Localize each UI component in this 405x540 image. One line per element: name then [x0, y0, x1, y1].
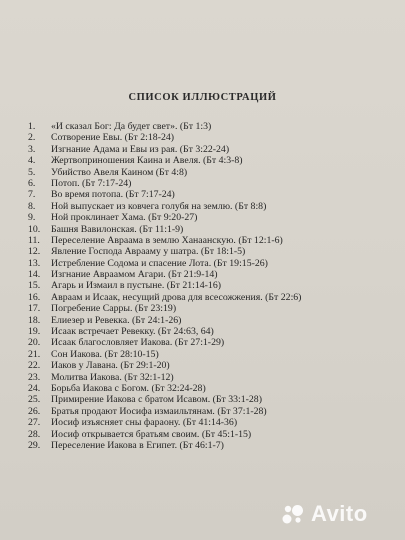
list-item	[28, 269, 388, 280]
watermark-text: Avito	[311, 501, 368, 526]
item-text: Молитва Иакова. (Бт 32:1-12)	[51, 371, 174, 383]
item-text: Примирение Иакова с братом Исавом. (Бт 33:1-28)	[51, 394, 262, 406]
list-item	[28, 326, 388, 337]
item-text: Сотворение Евы. (Бт 2:18-24)	[51, 132, 175, 144]
list-item	[28, 235, 388, 246]
item-text: Истребление Содома и спасение Лота. (Бт 19:15-26)	[51, 257, 268, 269]
list-item	[28, 337, 388, 348]
list-item	[28, 349, 388, 360]
item-text: Братья продают Иосифа измаильтянам. (Бт 37:1-28)	[51, 405, 267, 417]
item-text: Агарь и Измаил в пустыне. (Бт 21:14-16)	[51, 280, 221, 292]
list-item	[28, 224, 388, 235]
item-number: 22.	[28, 360, 41, 372]
item-number: 29.	[28, 439, 41, 451]
item-number: 8.	[28, 200, 36, 212]
list-item	[28, 178, 388, 189]
item-number: 20.	[28, 337, 41, 349]
list-item	[28, 315, 388, 326]
list-item	[28, 258, 388, 269]
item-text: Сон Иакова. (Бт 28:10-15)	[51, 348, 159, 360]
list-item	[28, 406, 388, 417]
item-text: Во время потопа. (Бт 7:17-24)	[51, 189, 175, 201]
list-item	[28, 189, 388, 200]
item-number: 3.	[28, 143, 36, 155]
list-item	[28, 201, 388, 212]
list-item	[28, 212, 388, 223]
item-text: Изгнание Авраамом Агари. (Бт 21:9-14)	[51, 269, 218, 281]
item-number: 14.	[28, 269, 41, 281]
list-item	[28, 417, 388, 428]
item-number: 23.	[28, 371, 41, 383]
list-item	[28, 303, 388, 314]
list-item	[28, 360, 388, 371]
item-text: Иосиф открывается братьям своим. (Бт 45:1-15)	[51, 428, 252, 440]
list-item	[28, 132, 388, 143]
item-text: Изгнание Адама и Евы из рая. (Бт 3:22-24)	[51, 143, 230, 155]
list-item	[28, 246, 388, 257]
item-text: Ной выпускает из ковчега голубя на землю. (Бт 8:8)	[51, 200, 267, 212]
item-number: 11.	[28, 234, 40, 246]
item-text: Елиезер и Ревекка. (Бт 24:1-26)	[51, 314, 182, 326]
item-text: Потоп. (Бт 7:17-24)	[51, 177, 132, 189]
list-item	[28, 144, 388, 155]
item-number: 6.	[28, 177, 36, 189]
item-number: 19.	[28, 326, 41, 338]
item-text: Башня Вавилонская. (Бт 11:1-9)	[51, 223, 184, 235]
page-title: СПИСОК ИЛЛЮСТРАЦИЙ	[128, 92, 277, 103]
item-text: Убийство Авеля Каином (Бт 4:8)	[51, 166, 188, 178]
item-number: 12.	[28, 246, 41, 258]
list-item	[28, 280, 388, 291]
item-text: «И сказал Бог: Да будет свет». (Бт 1:3)	[51, 121, 212, 132]
item-text: Иосиф изъясняет сны фараону. (Бт 41:14-36)	[51, 417, 238, 429]
item-text: Переселение Авраама в землю Ханаанскую. (Бт 12:1-6)	[51, 234, 283, 246]
item-text: Ной проклинает Хама. (Бт 9:20-27)	[51, 212, 198, 224]
list-item	[28, 167, 388, 178]
item-number: 10.	[28, 223, 41, 235]
list-item	[28, 155, 388, 166]
list-item	[28, 292, 388, 303]
list-item	[28, 394, 388, 405]
item-number: 7.	[28, 189, 36, 201]
avito-logo-icon	[281, 502, 305, 526]
item-text: Исаак благословляет Иакова. (Бт 27:1-29)	[51, 337, 225, 349]
item-number: 5.	[28, 166, 36, 178]
list-item	[28, 429, 388, 440]
item-text: Авраам и Исаак, несущий дрова для всесожжения. (Бт 22:6)	[51, 291, 302, 303]
item-number: 25.	[28, 394, 41, 406]
item-number: 27.	[28, 417, 41, 429]
item-number: 17.	[28, 303, 41, 315]
list-item	[28, 372, 388, 383]
item-number: 15.	[28, 280, 41, 292]
item-number: 21.	[28, 348, 41, 360]
item-text: Жертвоприношения Каина и Авеля. (Бт 4:3-8)	[51, 155, 243, 167]
item-text: Явление Господа Аврааму у шатра. (Бт 18:1-5)	[51, 246, 246, 258]
avito-watermark	[281, 500, 391, 528]
item-text: Иаков у Лавана. (Бт 29:1-20)	[51, 360, 170, 372]
item-number: 18.	[28, 314, 41, 326]
item-number: 24.	[28, 382, 41, 394]
list-item	[28, 440, 388, 451]
illustration-list	[28, 121, 388, 451]
item-number: 9.	[28, 212, 36, 224]
item-text: Переселение Иакова в Египет. (Бт 46:1-7)	[51, 439, 224, 451]
item-text: Погребение Сарры. (Бт 23:19)	[51, 303, 177, 315]
item-text: Борьба Иакова с Богом. (Бт 32:24-28)	[51, 382, 206, 394]
item-number: 13.	[28, 257, 41, 269]
list-item	[28, 121, 388, 132]
item-number: 28.	[28, 428, 41, 440]
item-number: 16.	[28, 291, 41, 303]
item-number: 2.	[28, 132, 36, 144]
item-text: Исаак встречает Ревекку. (Бт 24:63, 64)	[51, 326, 214, 338]
list-item	[28, 383, 388, 394]
item-number: 4.	[28, 155, 36, 167]
item-number: 1.	[28, 121, 36, 132]
item-number: 26.	[28, 405, 41, 417]
